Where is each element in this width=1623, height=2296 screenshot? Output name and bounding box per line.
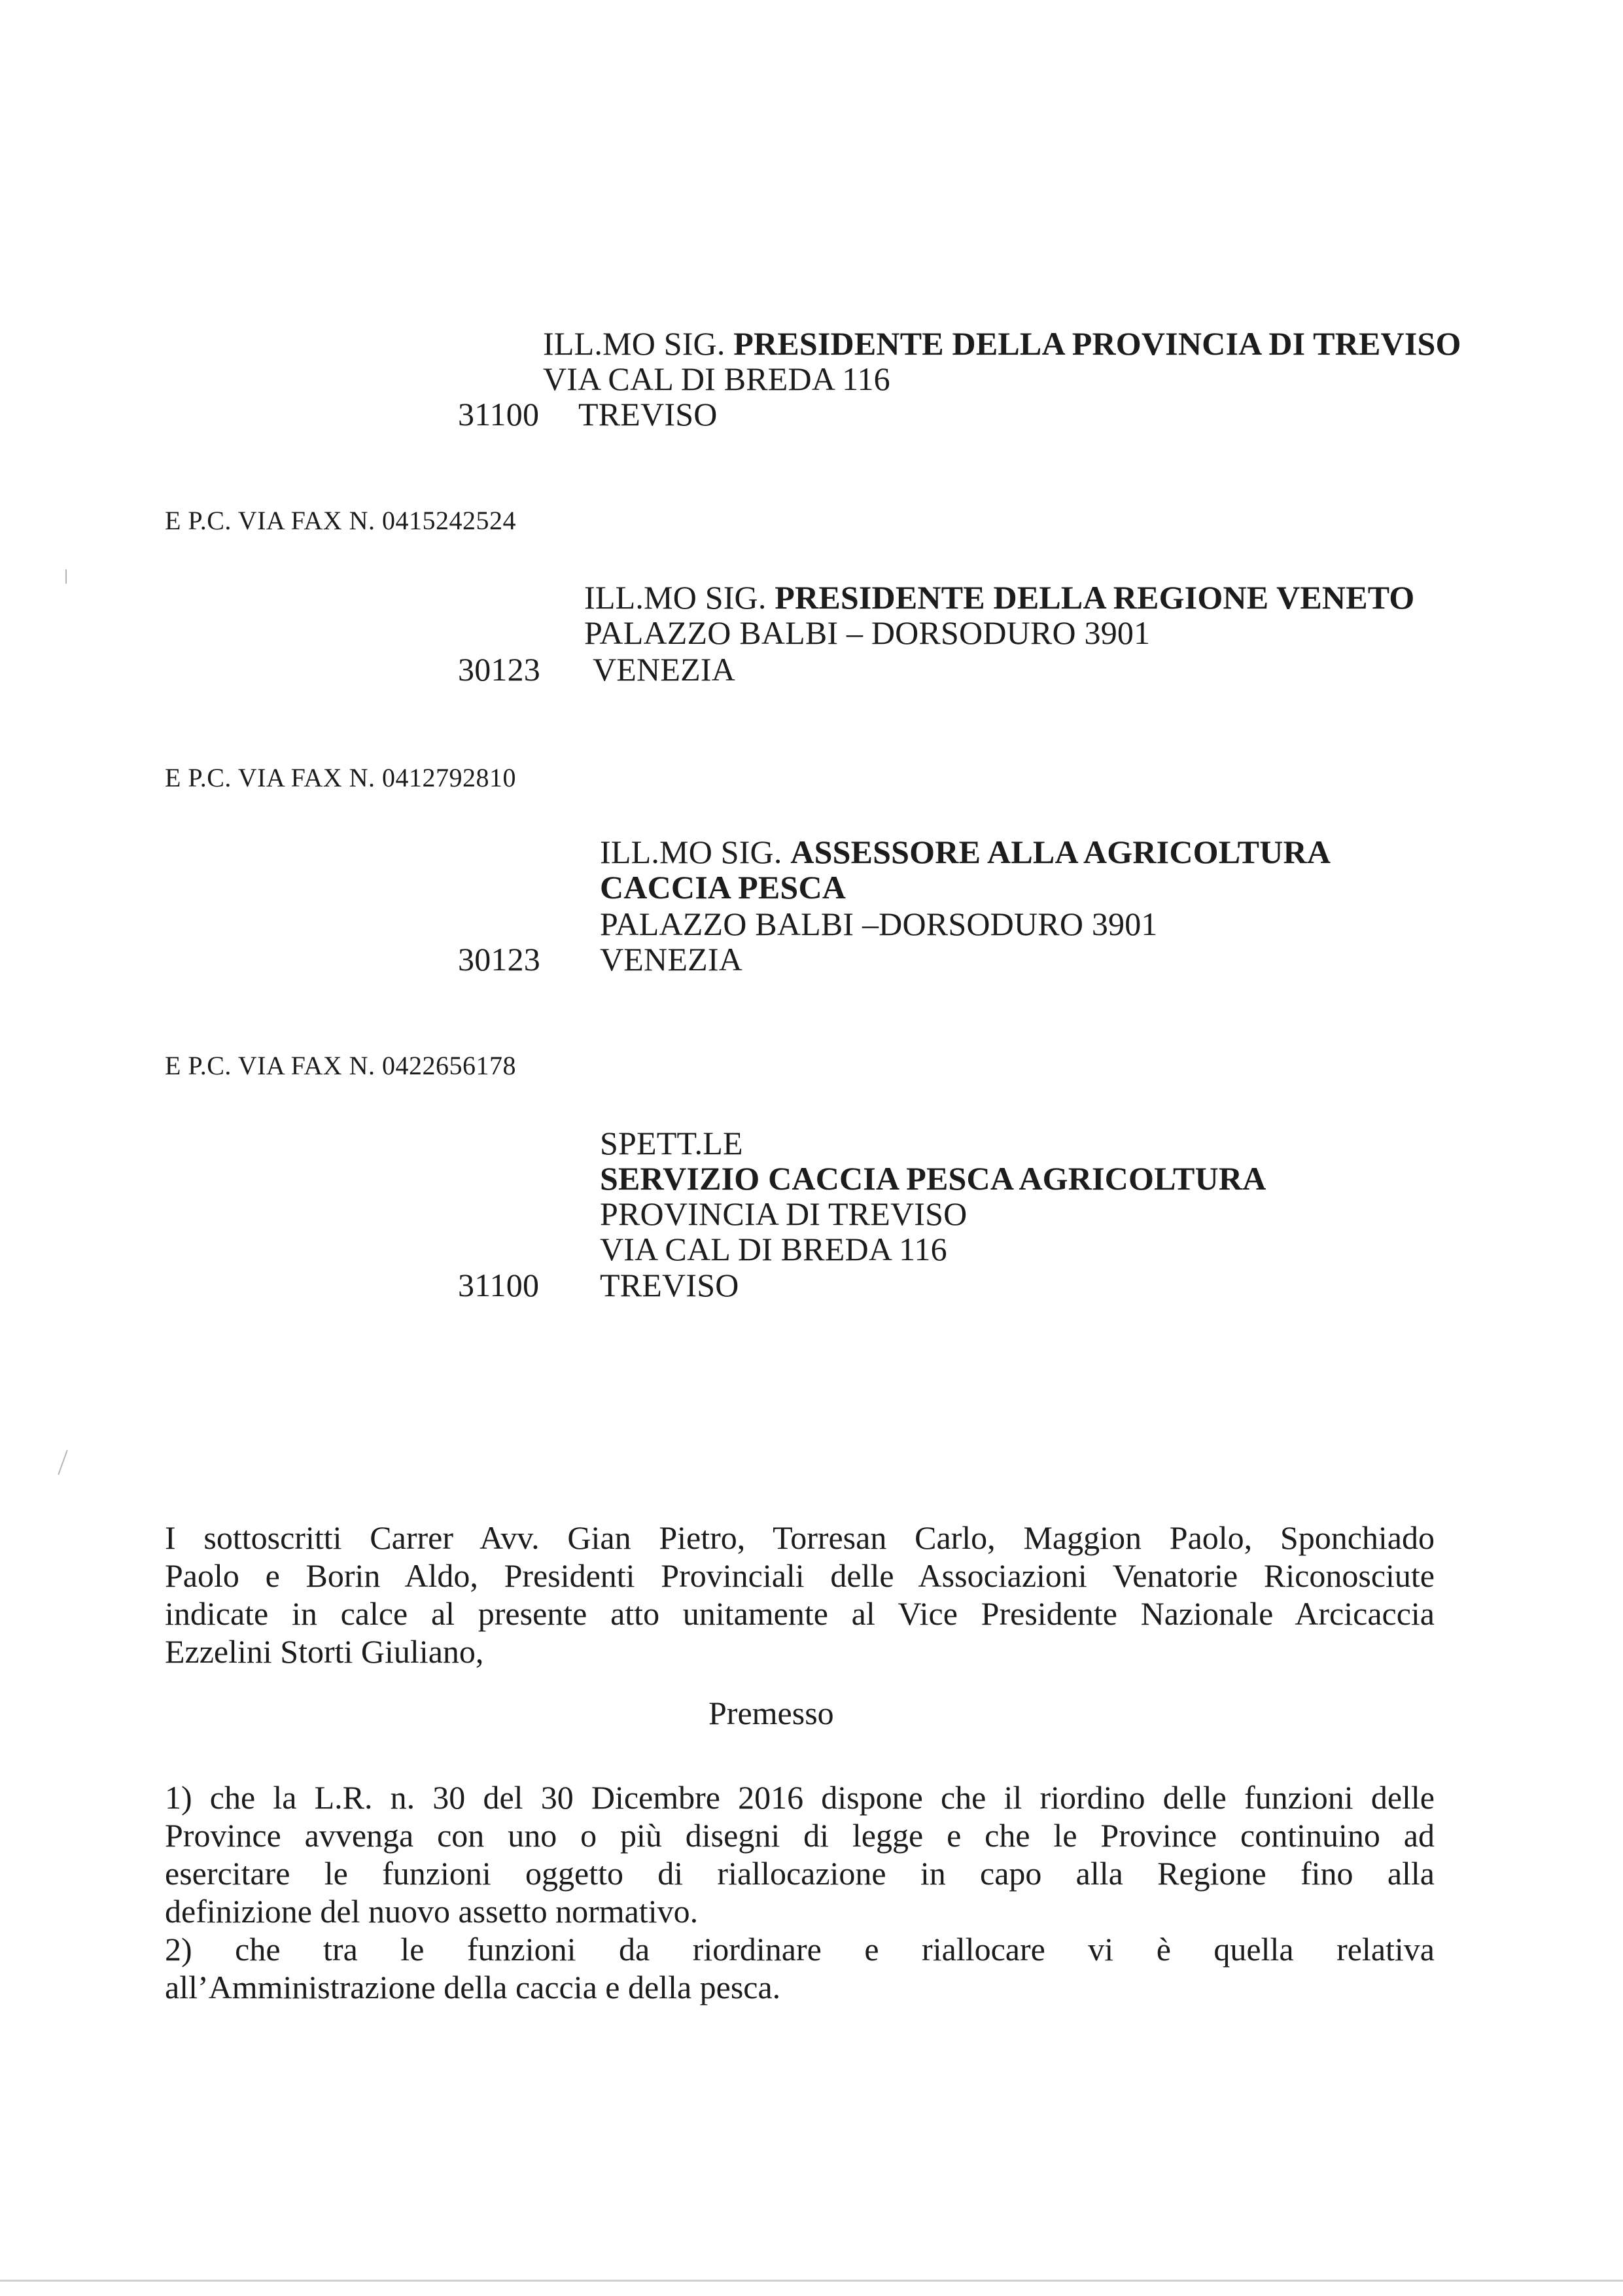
section-heading: Premesso (708, 1695, 834, 1731)
recipient-postcode: 31100 (458, 396, 540, 433)
recipient-title: ILL.MO SIG. (584, 579, 775, 616)
paragraph-line: Paolo e Borin Aldo, Presidenti Provinciali delle Associazioni Venatorie Riconosciute (165, 1557, 1435, 1594)
recipient-title: SPETT.LE (600, 1125, 743, 1161)
scan-mark (58, 1450, 68, 1475)
premises-list (165, 1778, 1435, 2006)
epc-fax-line: E P.C. VIA FAX N. 0415242524 (165, 506, 517, 535)
recipient-line (584, 579, 1415, 616)
recipient-city: TREVISO (600, 1267, 739, 1303)
recipient-name-continued: CACCIA PESCA (600, 869, 846, 906)
paragraph-line: indicate in calce al presente atto unitamente al Vice Presidente Nazionale Arcicaccia (165, 1595, 1435, 1632)
recipient-line (600, 834, 1331, 870)
recipient-name: SERVIZIO CACCIA PESCA AGRICOLTURA (600, 1160, 1266, 1197)
paragraph-line: I sottoscritti Carrer Avv. Gian Pietro, Torresan Carlo, Maggion Paolo, Sponchiado (165, 1519, 1435, 1556)
epc-fax-line: E P.C. VIA FAX N. 0412792810 (165, 763, 517, 792)
epc-fax-line: E P.C. VIA FAX N. 0422656178 (165, 1051, 517, 1080)
recipient-postcode: 30123 (458, 651, 540, 688)
recipient-title: ILL.MO SIG. (600, 834, 791, 870)
paragraph-line: Province avvenga con uno o più disegni di legge e che le Province continuino ad (165, 1817, 1435, 1854)
recipient-city: VENEZIA (600, 941, 743, 978)
recipient-name: PRESIDENTE DELLA REGIONE VENETO (775, 579, 1415, 616)
recipient-name: ASSESSORE ALLA AGRICOLTURA (790, 834, 1331, 870)
recipient-address: PALAZZO BALBI – DORSODURO 3901 (584, 614, 1151, 651)
paragraph-line: 1) che la L.R. n. 30 del 30 Dicembre 2016 dispone che il riordino delle funzioni delle (165, 1779, 1435, 1816)
recipient-title: ILL.MO SIG. (543, 325, 734, 362)
recipient-line (543, 325, 1461, 362)
paragraph-line: esercitare le funzioni oggetto di riallocazione in capo alla Regione fino alla (165, 1855, 1435, 1892)
recipient-name: PRESIDENTE DELLA PROVINCIA DI TREVISO (733, 325, 1461, 362)
recipient-address: VIA CAL DI BREDA 116 (600, 1231, 947, 1267)
paragraph-line: Ezzelini Storti Giuliano, (165, 1633, 484, 1670)
recipient-city: TREVISO (578, 396, 718, 433)
recipient-address: PALAZZO BALBI –DORSODURO 3901 (600, 906, 1158, 942)
scan-mark (65, 569, 67, 584)
paragraph-line: all’Amministrazione della caccia e della pesca. (165, 1969, 781, 2005)
recipient-address: PROVINCIA DI TREVISO (600, 1195, 968, 1232)
paragraph-line: 2) che tra le funzioni da riordinare e riallocare vi è quella relativa (165, 1931, 1435, 1968)
scan-edge (0, 2280, 1623, 2282)
recipient-address: VIA CAL DI BREDA 116 (543, 361, 890, 397)
recipient-postcode: 31100 (458, 1267, 540, 1303)
intro-paragraph (165, 1519, 1435, 1670)
paragraph-line: definizione del nuovo assetto normativo. (165, 1893, 699, 1930)
recipient-city: VENEZIA (593, 651, 736, 688)
recipient-postcode: 30123 (458, 941, 540, 978)
